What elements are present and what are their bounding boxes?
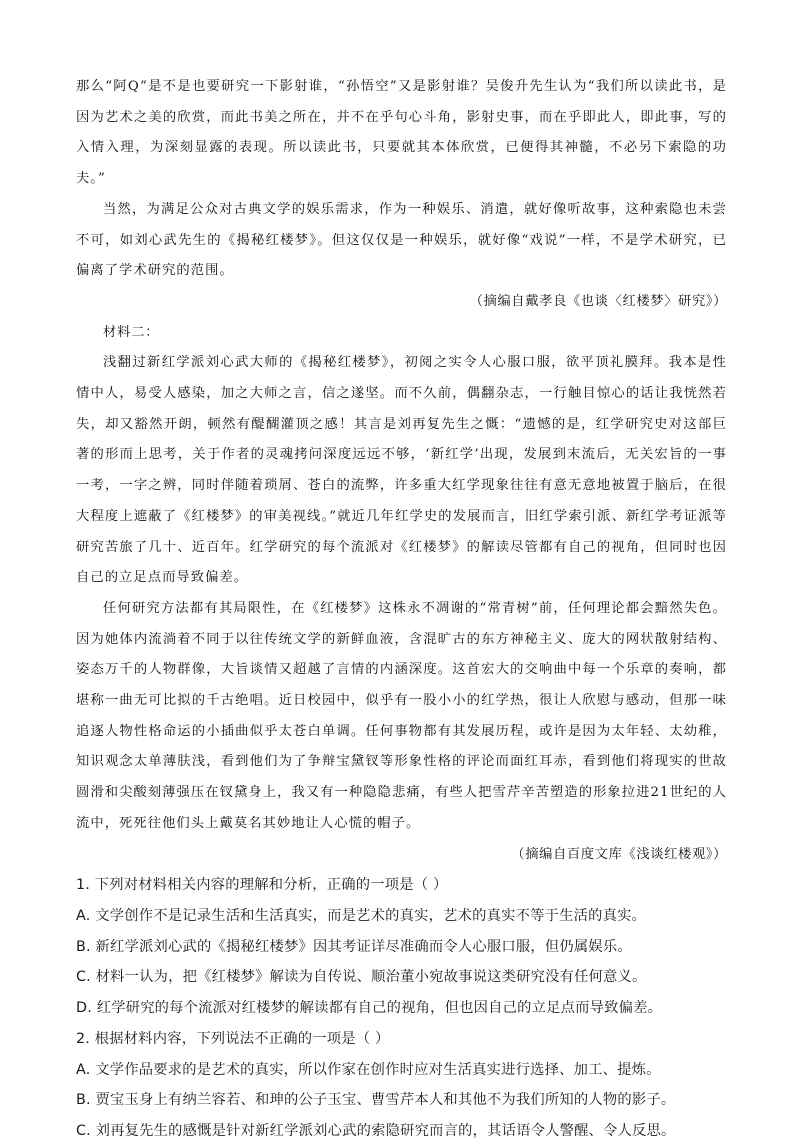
paragraph-opening: 那么“阿Q”是不是也要研究一下影射谁，“孙悟空”又是影射谁？吴俊升先生认为“我们所以读此书，是因为艺术之美的欣赏，而此书美之所在，并不在乎句心斗角，影射史事，而在乎即此人，即此事，写的入情入理，为深刻显露的表现。所以读此书，只要就其本体欣赏，已便得其神髓，不必另下索隐的功夫。” bbox=[76, 79, 727, 187]
source-citation-1: （摘编自戴孝良《也谈〈红楼梦〉研究》） bbox=[469, 293, 727, 309]
option-c: C. 材料一认为，把《红楼梦》解读为自传说、顺治董小宛故事说这类研究没有任何意义。 bbox=[76, 969, 647, 986]
option-a: A. 文学创作不是记录生活和生活真实，而是艺术的真实，艺术的真实不等于生活的真实。 bbox=[76, 907, 647, 924]
question-stem: 2. 根据材料内容，下列说法不正确的一项是（ ） bbox=[76, 1030, 390, 1047]
option-d: D. 红学研究的每个流派对红楼梦的解读都有自己的视角，但也因自己的立足点而导致偏差。 bbox=[76, 1000, 663, 1017]
option-b: B. 新红学派刘心武的《揭秘红楼梦》因其考证详尽准确而令人心服口服，但仍属娱乐。 bbox=[76, 938, 632, 955]
source-citation-2: （摘编自百度文库《浅谈红楼观》） bbox=[511, 846, 727, 862]
question-2 bbox=[76, 1024, 727, 1147]
question-1 bbox=[76, 870, 727, 1024]
document-body bbox=[76, 72, 727, 1147]
question-stem: 1. 下列对材料相关内容的理解和分析，正确的一项是（ ） bbox=[76, 877, 448, 894]
paragraph-liu-xinwu: 浅翻过新红学派刘心武大师的《揭秘红楼梦》，初阅之实令人心服口服，欲平顶礼膜拜。我本是性情中人，易受人感染，加之大师之言，信之遂坚。而不久前，偶翻杂志，一行触目惊心的话让我恍然若失，却又豁然开朗，顿然有醍醐灌顶之感！其言是刘再复先生之慨：“遗憾的是，红学研究史对这部巨著的形而上思考，关于作者的灵魂拷问深度远远不够，‘新红学’出现，发展到末流后，无关宏旨的一事一考，一字之辨，同时伴随着琐屑、苍白的流弊，许多重大红学现象往往有意无意地被置于脑后，在很大程度上遮蔽了《红楼梦》的审美视线。”就近几年红学史的发展而言，旧红学索引派、新红学考证派等研究苦旅了几十、近百年。红学研究的每个流派对《红楼梦》的解读尽管都有自己的视角，但同时也因自己的立足点而导致偏差。 bbox=[76, 355, 727, 586]
paragraph-limitations: 任何研究方法都有其局限性，在《红楼梦》这株永不凋谢的“常青树”前，任何理论都会黯然失色。因为她体内流淌着不同于以往传统文学的新鲜血液，含混旷古的东方神秘主义、庞大的网状散射结构、姿态万千的人物群像，大旨谈情又超越了言情的内涵深度。这首宏大的交响曲中每一个乐章的奏响，都堪称一曲无可比拟的千古绝唱。近日校园中，似乎有一股小小的红学热，很让人欣慰与感动，但那一味追逐人物性格命运的小插曲似乎太苍白单调。任何事物都有其发展历程，或许是因为太年轻、太幼稚，知识观念太单薄肤浅，看到他们为了争辩宝黛钗等形象性格的评论而面红耳赤，看到他们将现实的世故圆滑和尖酸刻薄强压在钗黛身上，我又有一种隐隐悲痛，有些人把雪芹辛苦塑造的形象拉进21世纪的人流中，死死往他们头上戴莫名其妙地让人心慌的帽子。 bbox=[76, 600, 727, 831]
paragraph-entertainment: 当然，为满足公众对古典文学的娱乐需求，作为一种娱乐、消遣，就好像听故事，这种索隐也未尝不可，如刘心武先生的《揭秘红楼梦》。但这仅仅是一种娱乐，就好像“戏说”一样，不是学术研究，已偏离了学术研究的范围。 bbox=[76, 201, 727, 279]
option-c: C. 刘再复先生的感慨是针对新红学派刘心武的索隐研究而言的，其话语令人警醒、令人反思。 bbox=[76, 1122, 676, 1139]
option-a: A. 文学作品要求的是艺术的真实，所以作家在创作时应对生活真实进行选择、加工、提炼。 bbox=[76, 1061, 661, 1078]
option-b: B. 贾宝玉身上有纳兰容若、和珅的公子玉宝、曹雪芹本人和其他不为我们所知的人物的影子。 bbox=[76, 1092, 676, 1109]
material-2-label: 材料二： bbox=[103, 324, 160, 340]
